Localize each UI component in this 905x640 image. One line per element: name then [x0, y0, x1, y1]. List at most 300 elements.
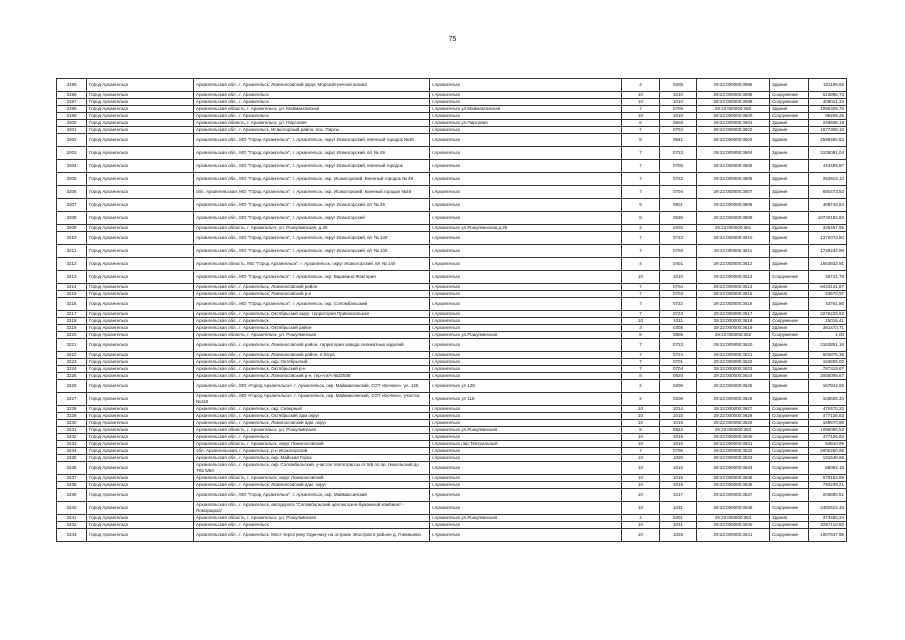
city-cell: Город Архангельск: [87, 147, 194, 160]
table-row: [57, 413, 847, 420]
code-cell: 1010: [660, 92, 697, 99]
section-cell: 7: [622, 106, 660, 113]
table-row: [57, 271, 847, 284]
cadastral-number-cell: 29:22:000000:3602: [697, 127, 770, 134]
cadastral-number-cell: 29:22:000000:3622: [697, 359, 770, 366]
table-row: [57, 99, 847, 106]
cadastral-number-cell: 29:22:000000:3636: [697, 482, 770, 489]
city-cell: Город Архангельск: [87, 99, 194, 106]
code-cell: 0202: [660, 225, 697, 232]
city-cell: Город Архангельск: [87, 482, 194, 489]
object-type-cell: Здание: [770, 173, 809, 186]
object-type-cell: Здание: [770, 225, 809, 232]
locality-cell: г.Архангельск: [430, 127, 622, 134]
table-row: [57, 352, 847, 359]
code-cell: 0805: [660, 332, 697, 339]
city-cell: Город Архангельск: [87, 325, 194, 332]
code-cell: 0206: [660, 380, 697, 393]
object-type-cell: Сооружение: [770, 113, 809, 120]
cadastral-value-cell: 2055006,67: [809, 373, 847, 380]
cadastral-number-cell: 29:22:000000:362: [697, 332, 770, 339]
object-type-cell: Здание: [770, 366, 809, 373]
city-cell: Город Архангельск: [87, 441, 194, 448]
cadastral-number-cell: 29:22:000000:3596: [697, 79, 770, 92]
cadastral-value-cell: 3105091,04: [809, 147, 847, 160]
locality-cell: г.Архангельск: [430, 245, 622, 258]
cadastral-value-cell: 409041,33: [809, 99, 847, 106]
row-number-cell: 3204: [57, 160, 87, 173]
city-cell: Город Архангельск: [87, 199, 194, 212]
locality-cell: г.Архангельск: [430, 186, 622, 199]
section-cell: 7: [622, 127, 660, 134]
object-type-cell: Сооружение: [770, 99, 809, 106]
section-cell: 3: [622, 325, 660, 332]
locality-cell: г.Архангельск: [430, 212, 622, 225]
table-row: [57, 475, 847, 482]
city-cell: Город Архангельск: [87, 448, 194, 455]
row-number-cell: 3217: [57, 311, 87, 318]
section-cell: 8: [622, 427, 660, 434]
address-cell: Архангельская область, г. Архангельск, ул. Рошупкинская, д.26: [194, 225, 430, 232]
row-number-cell: 3209: [57, 225, 87, 232]
table-row: [57, 393, 847, 406]
cadastral-value-cell: 98208,26: [809, 113, 847, 120]
cadastral-value-cell: 583875,35: [809, 352, 847, 359]
city-cell: Город Архангельск: [87, 311, 194, 318]
table-row: [57, 420, 847, 427]
cadastral-number-cell: 29:22:000000:3640: [697, 522, 770, 529]
locality-cell: г.Архангельск: [430, 271, 622, 284]
cadastral-value-cell: 2276229,82: [809, 311, 847, 318]
address-cell: Архангельская обл., МО "Город Архангельск", г. Архангельск, окр. Соломбальский: [194, 298, 430, 311]
object-type-cell: Здание: [770, 245, 809, 258]
section-cell: 4: [622, 515, 660, 522]
locality-cell: г.Архангельск: [430, 311, 622, 318]
locality-cell: г.Архангельск: [430, 318, 622, 325]
table-row: [57, 258, 847, 271]
city-cell: Город Архангельск: [87, 232, 194, 245]
section-cell: 6: [622, 120, 660, 127]
address-cell: Архангельская обл., г. Архангельск, Ломоносовский район, территория завода силикатных изделий: [194, 339, 430, 352]
cadastral-value-cell: 2000260,95: [809, 448, 847, 455]
address-cell: Архангельская обл., г. Архангельск, Ломоносовский район, п.Югра: [194, 352, 430, 359]
table-row: [57, 245, 847, 258]
cadastral-value-cell: 131648,65: [809, 455, 847, 462]
city-cell: Город Архангельск: [87, 127, 194, 134]
object-type-cell: Сооружение: [770, 522, 809, 529]
address-cell: Архангельская обл., МО "Город Архангельск", г. Архангельск, округ Исакогорский, в/г № 49: [194, 199, 430, 212]
table-row: [57, 434, 847, 441]
table-row: [57, 332, 847, 339]
table-row: [57, 232, 847, 245]
row-number-cell: 3216: [57, 298, 87, 311]
locality-cell: г.Архангельск: [430, 413, 622, 420]
table-row: [57, 225, 847, 232]
table-row: [57, 339, 847, 352]
address-cell: Архангельская обл., г. Архангельск, окр. Соломбальский, участок теплотрассы от 5/6 по пр. Никольский до ТК5 5/8А: [194, 462, 430, 475]
address-cell: Архангельская обл., г. Архангельск: [194, 318, 430, 325]
cadastral-number-cell: 29:22:000000:3601: [697, 120, 770, 127]
cadastral-value-cell: 477126,83: [809, 434, 847, 441]
address-cell: обл. Архангельская, МО "Город Архангельск", г. Архангельск, окр. Исакогорский, военный городок №49: [194, 186, 430, 199]
address-cell: Архангельская обл., г. Архангельск, Ломоносовский адм. округ: [194, 420, 430, 427]
cadastral-value-cell: 1372073,82: [809, 232, 847, 245]
object-type-cell: Сооружение: [770, 489, 809, 502]
row-number-cell: 3226: [57, 380, 87, 393]
code-cell: 1010: [660, 271, 697, 284]
city-cell: Город Архангельск: [87, 113, 194, 120]
code-cell: 0704: [660, 186, 697, 199]
object-type-cell: Здание: [770, 325, 809, 332]
object-type-cell: Сооружение: [770, 318, 809, 325]
cadastral-number-cell: 29:22:000000:3633: [697, 455, 770, 462]
address-cell: обл. Архангельская, г. Архангельск, р-н Исакогорский: [194, 448, 430, 455]
code-cell: 1015: [660, 441, 697, 448]
cadastral-value-cell: 1,00: [809, 332, 847, 339]
object-type-cell: Здание: [770, 359, 809, 366]
city-cell: Город Архангельск: [87, 298, 194, 311]
locality-cell: г.Архангельск: [430, 448, 622, 455]
section-cell: 10: [622, 529, 660, 542]
cadastral-value-cell: 163809,00: [809, 359, 847, 366]
city-cell: Город Архангельск: [87, 258, 194, 271]
address-cell: Архангельская обл., МО "Город Архангельск", г. Архангельск, окр. Варавино-Фактория: [194, 271, 430, 284]
city-cell: Город Архангельск: [87, 475, 194, 482]
row-number-cell: 3227: [57, 393, 87, 406]
locality-cell: г.Архангельск: [430, 147, 622, 160]
cadastral-number-cell: 29:22:000000:3604: [697, 147, 770, 160]
address-cell: Архангельская область, г. Архангельск, ул. Рошупкинская: [194, 427, 430, 434]
address-cell: Архангельская обл., г. Архангельск: [194, 99, 430, 106]
address-cell: Архангельская обл., МО "Город Архангельск", г. Архангельск, окр. Исакогорский, Военный городок № 49: [194, 173, 430, 186]
object-type-cell: Здание: [770, 515, 809, 522]
cadastral-number-cell: 29:22:000000:3617: [697, 311, 770, 318]
cadastral-value-cell: 2598460,53: [809, 134, 847, 147]
cadastral-number-cell: 29:22:000000:361: [697, 225, 770, 232]
locality-cell: г.Архангельск ул 128: [430, 380, 622, 393]
row-number-cell: 3199: [57, 113, 87, 120]
property-registry-table: [56, 78, 847, 542]
cadastral-value-cell: 5257110,80: [809, 522, 847, 529]
locality-cell: г.Архангельск: [430, 291, 622, 298]
code-cell: 0603: [660, 120, 697, 127]
code-cell: 0703: [660, 291, 697, 298]
table-row: [57, 406, 847, 413]
section-cell: 7: [622, 366, 660, 373]
table-row: [57, 134, 847, 147]
table-row: [57, 291, 847, 298]
section-cell: 10: [622, 271, 660, 284]
row-number-cell: 3239: [57, 489, 87, 502]
object-type-cell: Сооружение: [770, 413, 809, 420]
city-cell: Город Архангельск: [87, 522, 194, 529]
city-cell: Город Архангельск: [87, 529, 194, 542]
city-cell: Город Архангельск: [87, 366, 194, 373]
address-cell: Архангельская обл., МО "Город Архангельск", г. Архангельск, округ Исакогорский, военный городок №49: [194, 134, 430, 147]
table-row: [57, 359, 847, 366]
city-cell: Город Архангельск: [87, 284, 194, 291]
cadastral-number-cell: 29:22:000000:3609: [697, 212, 770, 225]
code-cell: 1015: [660, 420, 697, 427]
cadastral-number-cell: 29:22:000000:3598: [697, 92, 770, 99]
table-row: [57, 373, 847, 380]
code-cell: 1031: [660, 522, 697, 529]
section-cell: 7: [622, 352, 660, 359]
cadastral-number-cell: 29:22:000000:3613: [697, 271, 770, 284]
code-cell: 1031: [660, 502, 697, 515]
address-cell: Архангельская обл., МО «Город Архангельск», г. Архангельск, окр. Маймаксанский, СОТ «Бочаги», участок №118: [194, 393, 430, 406]
row-number-cell: 3210: [57, 232, 87, 245]
code-cell: 1020: [660, 455, 697, 462]
cadastral-value-cell: 169570,98: [809, 420, 847, 427]
table-row: [57, 92, 847, 99]
locality-cell: г.Архангельск: [430, 325, 622, 332]
code-cell: 0703: [660, 245, 697, 258]
city-cell: Город Архангельск: [87, 318, 194, 325]
cadastral-value-cell: 470470,20: [809, 406, 847, 413]
city-cell: Город Архангельск: [87, 92, 194, 99]
cadastral-number-cell: 29:22:000000:3608: [697, 199, 770, 212]
cadastral-value-cell: 8443141,87: [809, 284, 847, 291]
section-cell: 8: [622, 373, 660, 380]
row-number-cell: 3221: [57, 339, 87, 352]
object-type-cell: Здание: [770, 212, 809, 225]
city-cell: Город Архангельск: [87, 106, 194, 113]
cadastral-number-cell: 29:22:000000:3630: [697, 434, 770, 441]
table-row: [57, 515, 847, 522]
table-row: [57, 186, 847, 199]
locality-cell: г.Архангельск: [430, 352, 622, 359]
address-cell: Архангельская обл., г. Архангельск, Ломоносовский округ, Морской-речной вокзал: [194, 79, 430, 92]
city-cell: Город Архангельск: [87, 79, 194, 92]
cadastral-number-cell: 29:22:000000:3641: [697, 529, 770, 542]
code-cell: 1015: [660, 434, 697, 441]
code-cell: 0722: [660, 173, 697, 186]
section-cell: 7: [622, 173, 660, 186]
address-cell: Архангельская область, г. Архангельск, округ Ломоносовский: [194, 475, 430, 482]
section-cell: 4: [622, 79, 660, 92]
address-cell: Архангельская область, г. Архангельск, ул. Маймаксанская: [194, 106, 430, 113]
code-cell: 1015: [660, 462, 697, 475]
cadastral-number-cell: 29:22:000000:3603: [697, 134, 770, 147]
section-cell: 7: [622, 359, 660, 366]
object-type-cell: Сооружение: [770, 92, 809, 99]
section-cell: 2: [622, 380, 660, 393]
locality-cell: г.Архангельск ул.Пирсовая: [430, 120, 622, 127]
locality-cell: г.Архангельск: [430, 522, 622, 529]
section-cell: 9: [622, 199, 660, 212]
code-cell: 0822: [660, 427, 697, 434]
city-cell: Город Архангельск: [87, 434, 194, 441]
locality-cell: г.Архангельск: [430, 232, 622, 245]
code-cell: 0723: [660, 339, 697, 352]
cadastral-number-cell: 29:22:000000:3620: [697, 339, 770, 352]
table-row: [57, 502, 847, 515]
address-cell: Архангельская обл., МО "Город Архангельск", г. Архангельск, округ Исакогорский, в/г № 140: [194, 232, 430, 245]
locality-cell: г.Архангельск: [430, 99, 622, 106]
registry-body: [57, 79, 847, 542]
object-type-cell: Здание: [770, 373, 809, 380]
section-cell: 7: [622, 298, 660, 311]
code-cell: 1011: [660, 318, 697, 325]
locality-cell: г.Архангельск: [430, 489, 622, 502]
cadastral-number-cell: 29:22:000000:3610: [697, 232, 770, 245]
table-row: [57, 427, 847, 434]
cadastral-value-cell: 10740183,83: [809, 212, 847, 225]
code-cell: 1025: [660, 529, 697, 542]
city-cell: Город Архангельск: [87, 406, 194, 413]
code-cell: 0401: [660, 258, 697, 271]
city-cell: Город Архангельск: [87, 373, 194, 380]
locality-cell: г.Архангельск ул 118: [430, 393, 622, 406]
cadastral-value-cell: 249936,19: [809, 120, 847, 127]
city-cell: Город Архангельск: [87, 120, 194, 127]
cadastral-number-cell: 29:22:000000:3605: [697, 160, 770, 173]
row-number-cell: 3218: [57, 318, 87, 325]
section-cell: 10: [622, 406, 660, 413]
row-number-cell: 3236: [57, 462, 87, 475]
cadastral-value-cell: 373490,24: [809, 515, 847, 522]
row-number-cell: 3242: [57, 522, 87, 529]
object-type-cell: Сооружение: [770, 448, 809, 455]
code-cell: 0206: [660, 393, 697, 406]
address-cell: Архангельская обл., МО "Город Архангельск", г. Архангельск, округ Исакогорский, в/г № 49: [194, 147, 430, 160]
locality-cell: г.Архангельск: [430, 359, 622, 366]
cadastral-value-cell: 477126,83: [809, 413, 847, 420]
locality-cell: г.Архангельск пер.Театральный: [430, 441, 622, 448]
code-cell: 0704: [660, 366, 697, 373]
section-cell: 7: [622, 232, 660, 245]
address-cell: Архангельская обл., МО "Город Архангельск", г. Архангельск, округ Исакогорский, военный городок: [194, 160, 430, 173]
code-cell: 0724: [660, 352, 697, 359]
locality-cell: г.Архангельск: [430, 462, 622, 475]
code-cell: 0722: [660, 298, 697, 311]
object-type-cell: Сооружение: [770, 427, 809, 434]
cadastral-value-cell: 579162,99: [809, 475, 847, 482]
cadastral-number-cell: 29:22:000000:3627: [697, 406, 770, 413]
cadastral-number-cell: 29:22:000000:3624: [697, 373, 770, 380]
section-cell: 8: [622, 212, 660, 225]
locality-cell: г.Архангельск: [430, 160, 622, 173]
cadastral-value-cell: 167842,65: [809, 380, 847, 393]
section-cell: 10: [622, 522, 660, 529]
object-type-cell: Здание: [770, 258, 809, 271]
cadastral-number-cell: 29:22:000000:3626: [697, 393, 770, 406]
row-number-cell: 3196: [57, 92, 87, 99]
city-cell: Город Архангельск: [87, 420, 194, 427]
locality-cell: г.Архангельск: [430, 529, 622, 542]
city-cell: Город Архангельск: [87, 134, 194, 147]
cadastral-value-cell: 68082,19: [809, 462, 847, 475]
object-type-cell: Сооружение: [770, 434, 809, 441]
row-number-cell: 3200: [57, 120, 87, 127]
city-cell: Город Архангельск: [87, 225, 194, 232]
locality-cell: г.Архангельск: [430, 482, 622, 489]
cadastral-number-cell: 29:22:000000:3637: [697, 489, 770, 502]
code-cell: 0723: [660, 147, 697, 160]
cadastral-number-cell: 29:22:000000:360: [697, 106, 770, 113]
address-cell: Архангельская область, г. Архангельск, округ Ломоносовский: [194, 441, 430, 448]
address-cell: Архангельская обл., г. Архангельск, Ломоносовский район: [194, 284, 430, 291]
section-cell: 2: [622, 393, 660, 406]
table-row: [57, 325, 847, 332]
city-cell: Город Архангельск: [87, 212, 194, 225]
code-cell: 0305: [660, 325, 697, 332]
row-number-cell: 3197: [57, 99, 87, 106]
cadastral-value-cell: 103608,34: [809, 393, 847, 406]
locality-cell: г.Архангельск: [430, 134, 622, 147]
section-cell: 10: [622, 455, 660, 462]
object-type-cell: Здание: [770, 352, 809, 359]
table-row: [57, 79, 847, 92]
row-number-cell: 3198: [57, 106, 87, 113]
object-type-cell: Здание: [770, 380, 809, 393]
code-cell: 1015: [660, 475, 697, 482]
address-cell: Архангельская обл., г. Архангельск: [194, 113, 430, 120]
table-row: [57, 462, 847, 475]
row-number-cell: 3208: [57, 212, 87, 225]
address-cell: Архангельская обл., г. Архангельск, окр. Майская Горка: [194, 455, 430, 462]
section-cell: 10: [622, 113, 660, 120]
row-number-cell: 3228: [57, 406, 87, 413]
row-number-cell: 3231: [57, 427, 87, 434]
table-row: [57, 127, 847, 134]
cadastral-value-cell: 2163851,16: [809, 339, 847, 352]
row-number-cell: 3238: [57, 482, 87, 489]
section-cell: 10: [622, 413, 660, 420]
city-cell: Город Архангельск: [87, 271, 194, 284]
locality-cell: г.Архангельск: [430, 455, 622, 462]
cadastral-value-cell: 787315,67: [809, 366, 847, 373]
section-cell: 4: [622, 258, 660, 271]
section-cell: 7: [622, 284, 660, 291]
table-row: [57, 482, 847, 489]
object-type-cell: Здание: [770, 339, 809, 352]
cadastral-number-cell: 29:22:000000:3614: [697, 284, 770, 291]
cadastral-value-cell: 1749234,98: [809, 245, 847, 258]
row-number-cell: 3243: [57, 529, 87, 542]
object-type-cell: Здание: [770, 298, 809, 311]
cadastral-number-cell: 29:22:000000:364: [697, 515, 770, 522]
object-type-cell: Здание: [770, 147, 809, 160]
object-type-cell: Сооружение: [770, 462, 809, 475]
code-cell: 0704: [660, 127, 697, 134]
object-type-cell: Здание: [770, 186, 809, 199]
address-cell: Архангельская обл., г. Архангельск, Ломоносовский р-н: [194, 291, 430, 298]
section-cell: 10: [622, 92, 660, 99]
row-number-cell: 3225: [57, 373, 87, 380]
table-row: [57, 106, 847, 113]
table-row: [57, 113, 847, 120]
table-row: [57, 318, 847, 325]
table-row: [57, 529, 847, 542]
address-cell: Архангельская обл., МО «Город Архангельск», г. Архангельск, окр. Маймаксанский, СОТ «Бочаги», ул. 128: [194, 380, 430, 393]
row-number-cell: 3230: [57, 420, 87, 427]
object-type-cell: Здание: [770, 284, 809, 291]
address-cell: Архангельская обл., г. Архангельск, Исакогорский район, пос. Пирсы: [194, 127, 430, 134]
code-cell: 1010: [660, 99, 697, 106]
row-number-cell: 3215: [57, 291, 87, 298]
row-number-cell: 3235: [57, 455, 87, 462]
city-cell: Город Архангельск: [87, 359, 194, 366]
table-row: [57, 441, 847, 448]
row-number-cell: 3212: [57, 258, 87, 271]
locality-cell: г.Архангельск: [430, 284, 622, 291]
code-cell: 0405: [660, 79, 697, 92]
cadastral-value-cell: 513896,73: [809, 92, 847, 99]
code-cell: 1010: [660, 113, 697, 120]
city-cell: Город Архангельск: [87, 413, 194, 420]
